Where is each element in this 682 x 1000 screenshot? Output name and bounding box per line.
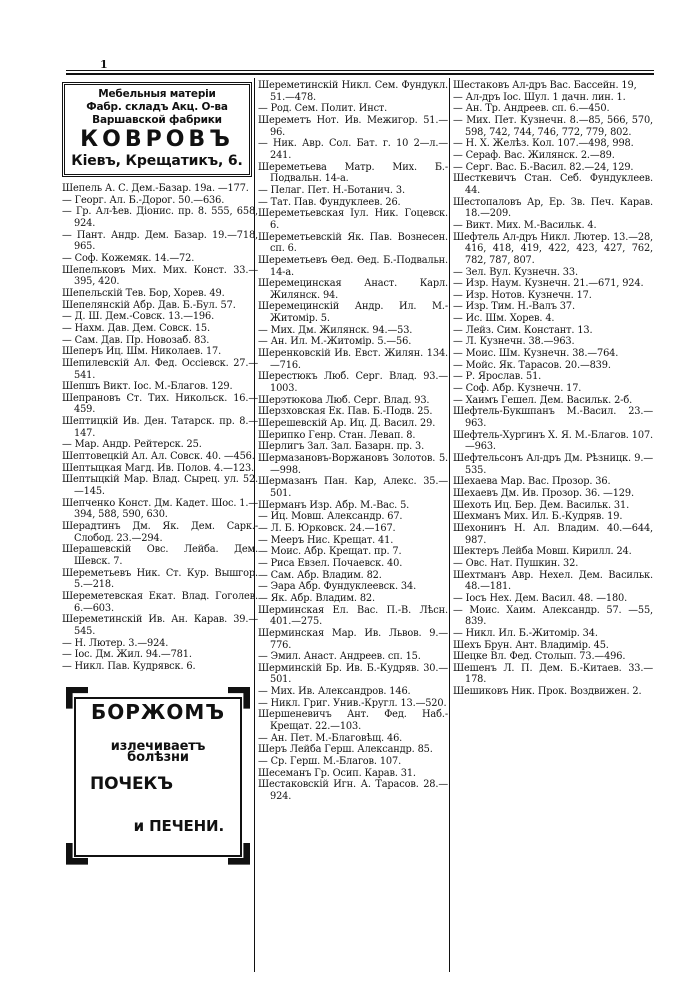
directory-entry: Шереметьевъ Ѳед. Ѳед. Б.-Подвальн. 14-а. [258,254,448,278]
directory-entry: — Ан. Пет. М.-Благовѣщ. 46. [258,732,403,744]
column-1-entries [62,183,258,673]
ad-brand: КОВРОВЪ [80,127,234,152]
directory-entry: Шепрановъ Ст. Тих. Никольск. 16.—459. [62,392,258,416]
directory-entry: Шепшъ Викт. Іос. М.-Благов. 129. [62,381,233,393]
directory-entry: — Соф. Абр. Кузнечн. 17. [453,383,582,395]
directory-entry: Шерманъ Изр. Абр. М.-Вас. 5. [258,499,410,511]
directory-entry: — Пелаг. Пет. Н.-Ботанич. 3. [258,184,405,196]
directory-entry: — Лейз. Сим. Констант. 13. [453,324,593,336]
directory-entry: — Ан. Тр. Андреев. сп. 6.—450. [453,103,610,115]
ad-line: ПОЧЕКЪ [90,773,173,794]
directory-entry: Шерипко Генр. Стан. Левап. 8. [258,429,416,441]
directory-entry: Шеремецинская Анаст. Карл. Жилянск. 94. [258,278,448,301]
directory-entry: Шереметьевскій Як. Пав. Вознесен. сп. 6. [258,231,448,255]
directory-entry: Шефтельсонъ Ал-дръ Дм. Рѣзницк. 9.—535. [453,453,653,476]
directory-entry: Шецке Вл. Фед. Столып. 73.—496. [453,651,626,663]
ad-line: и ПЕЧЕНИ. [133,816,224,835]
directory-entry: — Н. Лютер. 3.—924. [62,637,169,649]
directory-entry: — Р. Ярослав. 51. [453,371,542,383]
directory-entry: — Мар. Андр. Рейтерск. 25. [62,439,202,451]
directory-entry: — Изр. Тим. Н.-Валъ 37. [453,301,575,313]
directory-entry: Шереметьевъ Ник. Ст. Кур. Вышгор. 5.—218. [62,567,258,591]
column-1 [62,80,258,871]
advertisement-borjom [66,687,250,865]
directory-entry: — Мих. Пет. Кузнечн. 8.—85, 566, 570, 598, 742, 744, 746, 772, 779, 802. [453,114,653,138]
column-2 [258,80,448,803]
directory-entry: — Л. Б. Юрковск. 24.—167. [258,522,396,534]
directory-entry: — Мих. Дм. Жилянск. 94.—53. [258,324,413,336]
directory-entry: Шеренковскій Ив. Евст. Жилян. 134.—716. [258,348,448,371]
directory-entry: Шереметинскій Никл. Сем. Фундукл. 51.—478. [258,80,448,103]
directory-entry: Шерзховская Ек. Пав. Б.-Подв. 25. [258,406,433,418]
directory-entry: Шехаева Мар. Вас. Прозор. 36. [453,476,611,488]
directory-entry: Шершеневичъ Ант. Фед. Наб.-Крещат. 22.—103. [258,709,448,733]
directory-entry: — Ис. Шм. Хорев. 4. [453,313,555,325]
column-3-entries [453,80,653,698]
directory-entry: — Гр. Ал-ѣев. Діонис. пр. 8. 555, 658, 924. [62,206,258,229]
directory-entry: Шепченко Конст. Дм. Кадет. Шос. 1.—394, 588, 590, 630. [62,497,258,521]
directory-entry: — Эара Абр. Фундуклеевск. 34. [258,581,417,593]
directory-entry: Шептыцкая Магд. Ив. Полов. 4.—123. [62,462,255,474]
directory-entry: — Моис. Хаим. Александр. 57. —55, 839. [453,604,653,628]
directory-entry: Шехоть Иц. Бер. Дем. Васильк. 31. [453,499,630,511]
directory-entry: — Викт. Мих. М.-Васильк. 4. [453,219,597,231]
directory-entry: Шепилевскій Ал. Фед. Оссіевск. 27.—541. [62,357,258,381]
directory-entry: — Род. Сем. Полит. Инст. [258,103,388,115]
directory-entry: Шехаевъ Дм. Ив. Прозор. 36. —129. [453,487,634,499]
directory-entry: — Никл. Ил. Б.-Житомір. 34. [453,627,598,639]
directory-entry: Шерминская Мар. Ив. Львов. 9.—776. [258,627,448,651]
directory-entry: — Овс. Нат. Пушкин. 32. [453,557,579,569]
directory-entry: Шехъ Брун. Ант. Владимір. 45. [453,639,609,651]
ad-line: Варшавской фабрики [92,114,222,126]
column-3 [453,80,653,698]
directory-entry: — Як. Абр. Владим. 82. [258,592,375,604]
directory-entry: Шефтель-Хургинъ Х. Я. М.-Благов. 107.—963. [453,429,653,453]
directory-entry: Шерешевскій Ар. Иц. Д. Васил. 29. [258,418,436,430]
directory-entry: — Изр. Нотов. Кузнечн. 17. [453,289,592,301]
directory-entry: Шерлигъ Зал. Зал. Базарн. пр. 3. [258,441,425,453]
directory-entry: Шереметинскій Ив. Ан. Карав. 39.—545. [62,614,258,637]
directory-entry: — Мих. Ив. Александров. 146. [258,686,411,698]
directory-entry: — Георг. Ал. Б.-Дорог. 50.—636. [62,194,225,206]
directory-entry: — Мойс. Як. Тарасов. 20.—839. [453,359,611,371]
directory-entry: Шехонинъ Н. Ал. Владим. 40.—644, 987. [453,522,653,546]
directory-entry: Шестаковскій Игн. А. Тарасов. 28.—924. [258,779,448,803]
directory-entry: — Сераф. Вас. Жилянск. 2.—89. [453,149,615,161]
ad-line: излечиваетъ болѣзни [110,738,206,766]
directory-entry: Шестопаловъ Ар, Ер. Зв. Печ. Карав. 18.—209. [453,196,653,220]
advertisement-furniture [62,82,252,177]
directory-entry: Шепель А. С. Дем.-Базар. 19а. —177. [62,183,249,194]
directory-entry: Шепельковъ Мих. Мих. Конст. 33.—395, 420. [62,264,258,288]
directory-entry: Шептовецкій Ал. Ал. Совск. 40. —456. [62,451,255,463]
directory-entry: — Хаимъ Гешел. Дем. Васильк. 2-б. [453,394,633,406]
directory-entry: — Риса Евзел. Почаевск. 40. [258,557,403,569]
directory-entry: — Иц. Мовш. Александр. 67. [258,511,403,523]
directory-entry: — Зел. Вул. Кузнечн. 33. [453,266,578,278]
ad-address: Кіевъ, Крещатикъ, 6. [71,153,243,169]
directory-entry: Шерэтюкова Люб. Серг. Влад. 93. [258,394,430,406]
directory-entry: Шефтель Ал-дръ Никл. Лютер. 13.—28, 416, 418, 419, 422, 423, 427, 762, 782, 787, 807. [453,231,653,266]
directory-entry: Шерминскій Бр. Ив. Б.-Кудряв. 30.—501. [258,662,448,686]
directory-entry: — Никл. Григ. Унив.-Кругл. 13.—520. [258,697,447,709]
directory-entry: Шесткевичъ Стан. Себ. Фундуклеев. 44. [453,173,653,196]
directory-entry: — Пант. Андр. Дем. Базар. 19.—718, 965. [62,229,258,253]
directory-entry: Шешиковъ Ник. Прок. Воздвижен. 2. [453,686,642,698]
ad-brand: БОРЖОМЪ [90,699,226,724]
column-separator [449,78,450,972]
directory-entry: Шеперъ Иц. Шм. Николаев. 17. [62,346,222,358]
directory-entry: Шермазанъ Пан. Кар, Алекс. 35.—501. [258,476,448,499]
directory-entry: Шептицкій Ив. Ден. Татарск. пр. 8.—147. [62,416,258,439]
directory-entry: — Моис. Абр. Крещат. пр. 7. [258,546,402,558]
directory-entry: — Ал-дръ Іос. Шул. 1 дачн. лин. 1. [453,91,626,103]
directory-entry: Шерадтинъ Дм. Як. Дем. Сарк.-Слобод. 23.—294. [62,521,258,544]
directory-entry: Шерашевскій Овс. Лейба. Дем. Шевск. 7. [62,544,258,567]
directory-entry: Шепелянскій Абр. Дав. Б.-Бул. 57. [62,299,236,311]
ad-line: Фабр. складъ Акц. О-ва [86,101,228,113]
column-2-entries [258,80,448,803]
directory-entry: Шеремецинскій Андр. Ил. М.-Житомір. 5. [258,301,448,325]
directory-entry: — Тат. Пав. Фундуклеев. 26. [258,196,401,208]
directory-entry: — Сам. Абр. Владим. 82. [258,569,382,581]
directory-entry: — Эмил. Анаст. Андреев. сп. 15. [258,651,421,663]
directory-entry: — Изр. Наум. Кузнечн. 21.—671, 924. [453,278,644,290]
directory-entry: Шерестюкъ Люб. Серг. Влад. 93.—1003. [258,371,448,395]
directory-entry: — Л. Кузнечн. 38.—963. [453,336,575,348]
directory-entry: Шереметьева Матр. Мих. Б.-Подвальн. 14-а. [258,161,448,185]
directory-entry: — Ср. Герш. М.-Благов. 107. [258,756,402,768]
directory-entry: — Сам. Дав. Пр. Новозаб. 83. [62,334,210,346]
ad-line: Мебельныя матеріи [98,88,216,100]
directory-entry: Шефтель-Букшпанъ М.-Васил. 23.—963. [453,406,653,430]
directory-entry: — Д. Ш. Дем.-Совск. 13.—196. [62,311,215,323]
directory-entry: — Соф. Кожемяк. 14.—72. [62,252,195,264]
header-rule-thick [66,73,654,75]
directory-entry: Шермазановъ-Воржановъ Золотов. 5.—998. [258,453,448,476]
directory-entry: Шектеръ Лейба Мовш. Кирилл. 24. [453,546,632,558]
directory-entry: — Іосъ Нех. Дем. Васил. 48. —180. [453,592,628,604]
directory-entry: — Серг. Вас. Б.-Васил. 82.—24, 129. [453,161,634,173]
directory-entry: — Ан. Ил. М.-Житомір. 5.—56. [258,336,412,348]
directory-entry: Шеръ Лейба Герш. Александр. 85. [258,744,433,756]
directory-entry: Шешенъ Л. П. Дем. Б.-Китаев. 33.—178. [453,662,653,686]
directory-entry: Шепельскій Тев. Бор, Хорев. 49. [62,287,225,299]
directory-entry: — Никл. Пав. Кудрявск. 6. [62,660,196,672]
directory-entry: Шептыцкій Мар. Влад. Сырец. ул. 52.—145. [62,474,258,498]
directory-entry: Шехтманъ Авр. Нехел. Дем. Васильк. 48.—181. [453,569,653,593]
directory-entry: — Моис. Шм. Кузнечн. 38.—764. [453,348,619,360]
directory-entry: — Нахм. Дав. Дем. Совск. 15. [62,322,210,334]
directory-entry: Шестаковъ Ал-дръ Вас. Бассейн. 19, [453,80,637,91]
directory-entry: — Мееръ Нис. Крещат. 41. [258,534,394,546]
directory-entry: Шереметьевская Іул. Ник. Гоцевск. 6. [258,208,448,231]
directory-entry: — Ник. Авр. Сол. Бат. г. 10 2—л.—241. [258,138,448,161]
directory-entry: Шехманъ Мих. Ил. Б.-Кудряв. 19. [453,511,623,523]
directory-entry: Шесеманъ Гр. Осип. Карав. 31. [258,767,416,779]
directory-entry: — Іос. Дм. Жил. 94.—781. [62,649,192,661]
directory-entry: Шереметъ Нот. Ив. Межигор. 51.—96. [258,114,448,138]
directory-entry: Шерминская Ел. Вас. П.-В. Лѣсн. 401.—275. [258,604,448,628]
page-number: 1 [100,58,108,71]
directory-entry: — Н. Х. Желѣз. Кол. 107.—498, 998. [453,138,634,150]
directory-entry: Шереметевская Екат. Влад. Гоголев. 6.—603. [62,590,258,614]
header-rule-thin [66,70,654,71]
